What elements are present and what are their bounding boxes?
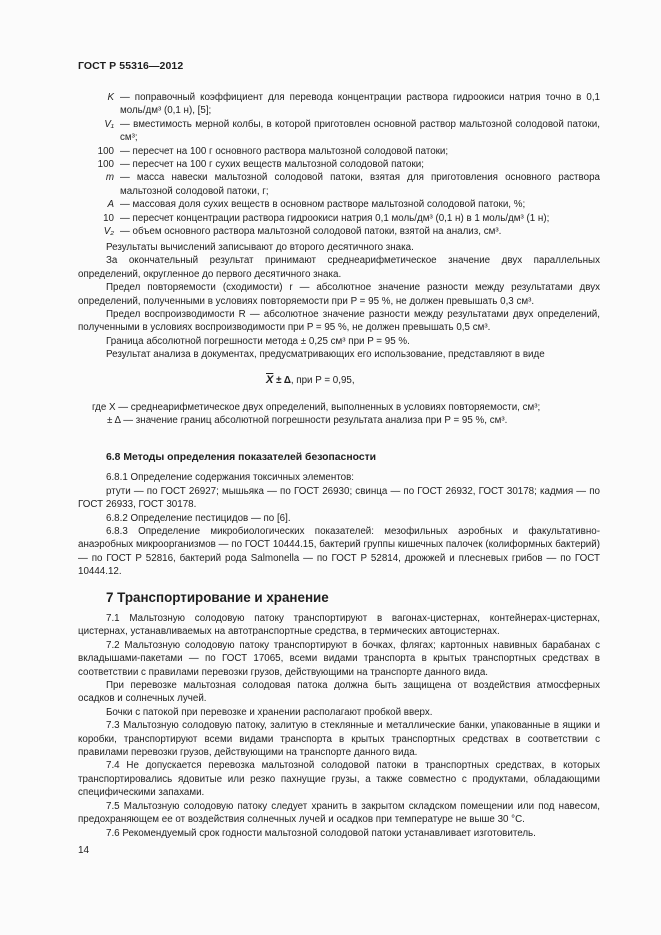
paragraph: 6.8.3 Определение микробиологических показателей: мезофильных аэробных и факультативно-анаэробных микроорганизмов — по ГОСТ 10444.15, бактерий группы кишечных палочек (колиформных бактерий) — по ГОСТ Р 52816, бактерий рода Salmonella — по ГОСТ Р 52814, дрожжей и плесневых грибов — по ГОСТ 10444.12. xyxy=(78,526,600,578)
definition-symbol: m xyxy=(105,172,114,184)
formula-condition: , при P = 0,95, xyxy=(290,375,355,386)
definition-text: — пересчет на 100 г основного раствора мальтозной солодовой патоки; xyxy=(120,145,449,157)
paragraph: ртути — по ГОСТ 26927; мышьяка — по ГОСТ 26930; свинца — по ГОСТ 26932, ГОСТ 30178; кадмия — по ГОСТ 26933, ГОСТ 30178. xyxy=(78,485,600,511)
paragraph: Бочки с патокой при перевозке и хранении располагают пробкой вверх. xyxy=(106,706,433,718)
paragraph: Предел воспроизводимости R — абсолютное значение разности между результатами двух определений, полученными в условиях воспроизводимости при P = 95 %, не должен превышать 0,5 см³. xyxy=(78,309,600,334)
paragraph: 7.6 Рекомендуемый срок годности мальтозной солодовой патоки устанавливает изготовитель. xyxy=(106,827,536,839)
definition-item xyxy=(78,212,600,225)
definition-item xyxy=(78,91,600,118)
formula-legend xyxy=(92,401,607,428)
definition-symbol: K xyxy=(107,92,114,103)
definition-symbol: A xyxy=(107,199,114,211)
mean-symbol: $\overline{X}$ xyxy=(266,374,274,386)
document-header: ГОСТ Р 55316—2012 xyxy=(78,60,184,72)
definition-symbol: 10 xyxy=(103,212,114,224)
paragraph: Граница абсолютной погрешности метода ± 0,25 см³ при P = 95 %. xyxy=(106,335,410,347)
paragraph: 7.5 Мальтозную солодовую патоку следует хранить в закрытом складском помещении или под навесом, предохраняющем ее от воздействия солнечных лучей и осадков при температуре не выше 30 °С. xyxy=(78,800,600,826)
paragraph: 7.3 Мальтозную солодовую патоку, залитую в стеклянные и металлические банки, упакованные в ящики и коробки, транспортируют всеми видами транспорта в крытых транспортных средствах в соответствии с правилами перевозки грузов, действующими на транспорте данного вида. xyxy=(78,720,600,759)
section-heading: 6.8 Методы определения показателей безопасности xyxy=(106,452,377,463)
paragraph: 6.8.1 Определение содержания токсичных элементов: xyxy=(106,472,355,484)
paragraph: Результат анализа в документах, предусматривающих его использование, представляют в виде xyxy=(106,349,545,361)
paragraph: 7.4 Не допускается перевозка мальтозной солодовой патоки в транспортных средствах, в которых транспортировались ядовитые или резко пахнущие грузы, а также совместно с продуктами, обладающими специфическими запахами. xyxy=(78,760,600,799)
definition-text: — пересчет концентрации раствора гидроокиси натрия 0,1 моль/дм³ (0,1 н) в 1 моль/дм³ (1 н); xyxy=(120,212,550,224)
results-paragraphs xyxy=(78,241,600,362)
page-number: 14 xyxy=(78,845,90,856)
definition-symbol: 100 xyxy=(97,159,114,171)
paragraph: Предел повторяемости (сходимости) r — абсолютное значение разности между результатами двух определений, полученными в условиях повторяемости при P = 95 %, не должен превышать 0,3 см³. xyxy=(78,282,600,307)
paragraph: Результаты вычислений записывают до второго десятичного знака. xyxy=(106,242,414,253)
result-formula xyxy=(266,374,355,387)
definition-symbol: V₂ xyxy=(103,226,114,238)
definitions-list xyxy=(78,91,600,238)
legend-line: где X — среднеарифметическое двух определений, выполненных в условиях повторяемости, см³; xyxy=(92,402,541,413)
definition-text: — пересчет на 100 г сухих веществ мальтозной солодовой патоки; xyxy=(120,159,424,171)
definition-item xyxy=(78,118,600,145)
definition-text: — масса навески мальтозной солодовой патоки, взятая для приготовления основного раствора мальтозной солодовой патоки, г; xyxy=(120,172,600,197)
definition-symbol: 100 xyxy=(97,145,114,157)
definition-item xyxy=(78,198,600,211)
definition-item xyxy=(78,145,600,158)
section-7 xyxy=(78,590,600,840)
legend-line: ± Δ — значение границ абсолютной погрешности результата анализа при P = 95 %, см³. xyxy=(107,415,508,427)
section-heading: 7 Транспортирование и хранение xyxy=(106,590,329,605)
definition-text: — объем основного раствора мальтозной солодовой патоки, взятой на анализ, см³. xyxy=(120,226,502,238)
error-symbol: ± Δ xyxy=(276,375,291,386)
definition-symbol: V₁ xyxy=(104,118,114,130)
paragraph: За окончательный результат принимают среднеарифметическое значение двух параллельных определений, округленное до первого десятичного знака. xyxy=(78,255,600,280)
definition-text: — вместимость мерной колбы, в которой приготовлен основной раствор мальтозной солодовой патоки, см³; xyxy=(120,118,600,144)
definition-item xyxy=(78,171,600,198)
paragraph: 6.8.2 Определение пестицидов — по [6]. xyxy=(106,512,291,524)
paragraph: 7.2 Мальтозную солодовую патоку транспортируют в бочках, флягах; картонных навивных барабанах с вкладышами-пакетами — по ГОСТ 17065, всеми видами транспорта в крытых транспортных средствах в соответствии с правилами перевозки грузов, действующими на транспорте данного вида. xyxy=(78,639,600,678)
section-6-8 xyxy=(78,451,600,579)
paragraph: При перевозке мальтозная солодовая патока должна быть защищена от воздействия атмосферных осадков и солнечных лучей. xyxy=(78,680,600,705)
definition-item xyxy=(78,225,600,238)
definition-text: — массовая доля сухих веществ в основном растворе мальтозной солодовой патоки, %; xyxy=(120,199,526,211)
paragraph: 7.1 Мальтозную солодовую патоку транспортируют в вагонах-цистернах, контейнерах-цистернах, цистернах, устанавливаемых на автотранспортные средства, в термических автоцистернах. xyxy=(78,613,600,638)
definition-text: — поправочный коэффициент для перевода концентрации раствора гидроокиси натрия точно в 0,1 моль/дм³ (0,1 н), [5]; xyxy=(120,92,600,117)
definition-item xyxy=(78,158,600,171)
